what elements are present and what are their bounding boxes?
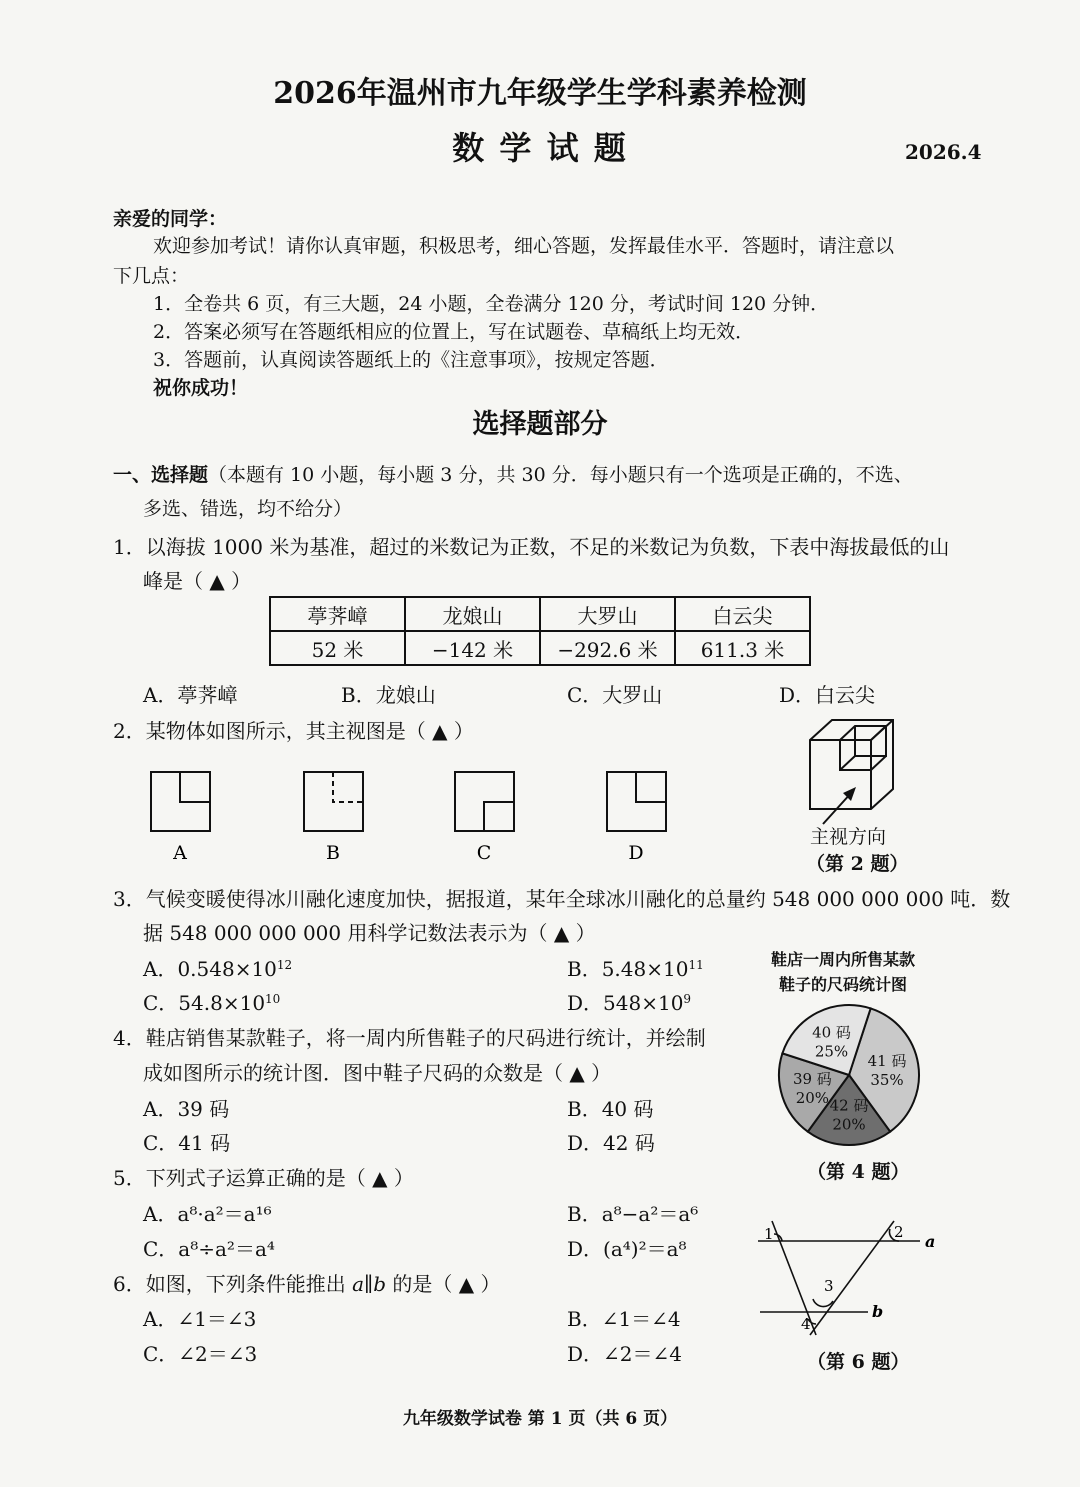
q2-object-figure bbox=[798, 712, 908, 832]
q2-option-c-figure bbox=[455, 772, 514, 831]
pie-slice-label: 42 码 bbox=[829, 1096, 869, 1115]
section-desc-2: 多选、错选，均不给分） bbox=[143, 498, 353, 520]
section-heading: 一、选择题 bbox=[113, 464, 209, 486]
q6-parallel-lines-figure bbox=[750, 1215, 950, 1345]
q4-stem-2: 成如图所示的统计图．图中鞋子尺码的众数是（ ▲ ） bbox=[143, 1061, 612, 1085]
intro-greeting: 亲爱的同学： bbox=[113, 208, 228, 230]
q3-option-d: D．$548\times 10^9$ bbox=[567, 991, 692, 1015]
table-cell: 葶荠嶂 bbox=[270, 597, 405, 631]
angle-3-label: 3 bbox=[824, 1277, 834, 1295]
exam-title: 2026年温州市九年级学生学科素养检测 bbox=[273, 76, 807, 111]
intro-line1: 欢迎参加考试！请你认真审题，积极思考，细心答题，发挥最佳水平．答题时，请注意以 bbox=[153, 235, 895, 257]
intro-rule: 1．全卷共 6 页，有三大题，24 小题，全卷满分 120 分，考试时间 120 分钟． bbox=[153, 293, 830, 315]
q2-stem: 2．某物体如图所示，其主视图是（ ▲ ） bbox=[113, 719, 474, 743]
exam-subtitle: 数 学 试 题 bbox=[452, 129, 628, 167]
q4-option-a: A．39 码 bbox=[143, 1097, 230, 1121]
q6-stem: 6．如图，下列条件能推出 a∥b 的是（ ▲ ） bbox=[113, 1272, 501, 1296]
q2-option-c-label: C bbox=[476, 842, 492, 864]
q1-stem-2: 峰是（ ▲ ） bbox=[143, 569, 252, 593]
q2-option-d-label: D bbox=[628, 842, 644, 864]
table-cell: 白云尖 bbox=[675, 597, 810, 631]
q1-option-b: B．龙娘山 bbox=[341, 683, 436, 707]
angle-3-arc bbox=[813, 1299, 833, 1307]
line-b-label: b bbox=[872, 1302, 884, 1321]
shoe-size-pie-chart bbox=[774, 1000, 924, 1150]
q2-caption: （第 2 题） bbox=[806, 853, 909, 875]
line-a-label: a bbox=[925, 1232, 936, 1251]
view-direction-arrow bbox=[823, 787, 856, 824]
intro-line1b: 下几点： bbox=[113, 265, 190, 287]
q5-option-d: D．(a⁴)²＝a⁸ bbox=[567, 1237, 687, 1261]
angle-2-label: 2 bbox=[894, 1223, 904, 1241]
q6-parallel-math: a∥b bbox=[352, 1272, 387, 1296]
q3-option-b: B．$5.48\times 10^{11}$ bbox=[567, 957, 704, 981]
q5-option-c: C．a⁸÷a²＝a⁴ bbox=[143, 1237, 275, 1261]
q4-stem: 4．鞋店销售某款鞋子，将一周内所售鞋子的尺码进行统计，并绘制 bbox=[113, 1026, 706, 1050]
pie-slice-percent: 20% bbox=[795, 1088, 830, 1107]
q2-view-label: 主视方向 bbox=[810, 826, 887, 848]
section-title: 选择题部分 bbox=[472, 409, 608, 440]
pie-slice-label: 39 码 bbox=[792, 1069, 832, 1088]
angle-4-label: 4 bbox=[801, 1315, 811, 1333]
section-desc: （本题有 10 小题，每小题 3 分，共 30 分．每小题只有一个选项是正确的，不选、 bbox=[208, 464, 913, 486]
q2-option-b-figure bbox=[304, 772, 363, 831]
q6-option-c: C．∠2＝∠3 bbox=[143, 1342, 258, 1366]
q4-option-d: D．42 码 bbox=[567, 1131, 655, 1155]
pie-slice-percent: 20% bbox=[832, 1115, 866, 1134]
q6-caption: （第 6 题） bbox=[807, 1351, 910, 1373]
pie-chart-title-2: 鞋子的尺码统计图 bbox=[779, 975, 908, 994]
q2-option-a-figure bbox=[151, 772, 210, 831]
q2-options-figures bbox=[140, 760, 700, 870]
q1-option-a: A．葶荠嶂 bbox=[143, 683, 238, 707]
page-footer: 九年级数学试卷 第 1 页（共 6 页） bbox=[402, 1409, 678, 1429]
angle-1-label: 1 bbox=[764, 1225, 774, 1243]
q3-stem-2: 据 548 000 000 000 用科学记数法表示为（ ▲ ） bbox=[143, 921, 596, 945]
q6-option-d: D．∠2＝∠4 bbox=[567, 1342, 682, 1366]
pie-slice-percent: 35% bbox=[870, 1070, 904, 1089]
pie-slice-label: 40 码 bbox=[812, 1023, 851, 1042]
table-cell: 大罗山 bbox=[540, 597, 675, 631]
pie-slice-label: 41 码 bbox=[867, 1051, 907, 1070]
table-row bbox=[270, 631, 810, 665]
intro-wish: 祝你成功！ bbox=[153, 377, 249, 399]
pie-chart-title: 鞋店一周内所售某款 bbox=[771, 950, 916, 969]
q3-stem: 3．气候变暖使得冰川融化速度加快，据报道，某年全球冰川融化的总量约 548 000 000 000 吨．数 bbox=[113, 887, 1011, 911]
table-cell: −292.6 米 bbox=[540, 631, 675, 665]
section-instructions bbox=[113, 460, 913, 487]
q4-option-b: B．40 码 bbox=[567, 1097, 654, 1121]
table-cell: −142 米 bbox=[405, 631, 540, 665]
q1-stem: 1．以海拔 1000 米为基准，超过的米数记为正数，不足的米数记为负数，下表中海拔最低的山 bbox=[113, 535, 950, 559]
q2-option-b-label: B bbox=[326, 842, 340, 864]
table-header-row bbox=[270, 597, 810, 631]
q5-option-b: B．a⁸−a²＝a⁶ bbox=[567, 1202, 699, 1226]
table-cell: 52 米 bbox=[270, 631, 405, 665]
q3-option-c: C．$54.8\times 10^{10}$ bbox=[143, 991, 281, 1015]
intro-rule: 2．答案必须写在答题纸相应的位置上，写在试题卷、草稿纸上均无效． bbox=[153, 321, 755, 343]
q4-caption: （第 4 题） bbox=[807, 1161, 910, 1183]
table-cell: 611.3 米 bbox=[675, 631, 810, 665]
q2-option-d-figure bbox=[607, 772, 666, 831]
q2-option-a-label: A bbox=[173, 842, 187, 864]
q1-option-c: C．大罗山 bbox=[567, 683, 663, 707]
q1-option-d: D．白云尖 bbox=[779, 683, 876, 707]
altitude-table bbox=[269, 596, 811, 666]
exam-date: 2026.4 bbox=[905, 140, 982, 164]
q5-stem: 5．下列式子运算正确的是（ ▲ ） bbox=[113, 1166, 414, 1190]
pie-slice-percent: 25% bbox=[814, 1042, 849, 1061]
q4-option-c: C．41 码 bbox=[143, 1131, 231, 1155]
q6-option-b: B．∠1＝∠4 bbox=[567, 1307, 681, 1331]
intro-rule: 3．答题前，认真阅读答题纸上的《注意事项》，按规定答题． bbox=[153, 349, 669, 371]
q6-option-a: A．∠1＝∠3 bbox=[143, 1307, 257, 1331]
q5-option-a: A．a⁸·a²＝a¹⁶ bbox=[143, 1202, 272, 1226]
table-cell: 龙娘山 bbox=[405, 597, 540, 631]
q3-option-a: A．$0.548\times 10^{12}$ bbox=[143, 957, 293, 981]
